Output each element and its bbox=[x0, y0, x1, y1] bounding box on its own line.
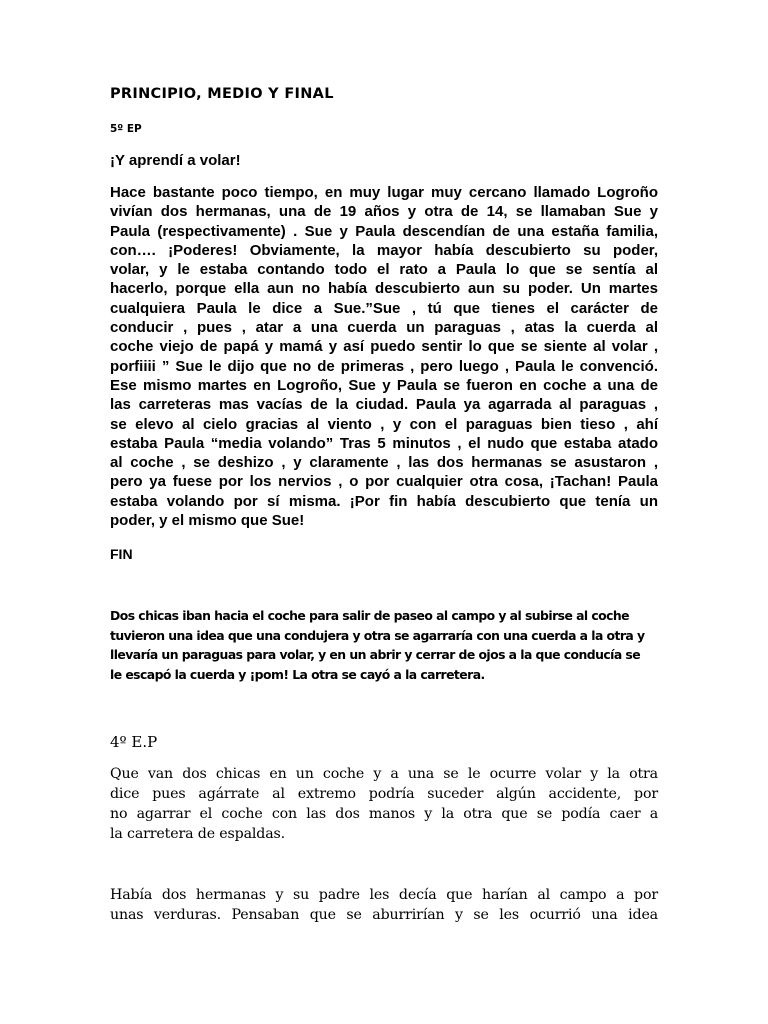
story-line: con…. ¡Poderes! Obviamente, la mayor había descubierto su poder, bbox=[110, 241, 658, 259]
paragraph-line: unas verduras. Pensaban que se aburrirían y se les ocurrió una idea bbox=[110, 907, 658, 923]
story-line: porfiiii ” Sue le dijo que no de primeras , pero luego , Paula le convenció. bbox=[110, 357, 658, 375]
paragraph-line: Que van dos chicas en un coche y a una se le ocurre volar y la otra bbox=[110, 766, 658, 782]
document-title: PRINCIPIO, MEDIO Y FINAL bbox=[110, 86, 334, 102]
story-line: Paula (respectivamente) . Sue y Paula descendían de una estaña familia, bbox=[110, 222, 658, 240]
story-line: se elevo al cielo gracias al viento , y con el paraguas bien tieso , ahí bbox=[110, 415, 658, 433]
paragraph-line: no agarrar el coche con las dos manos y la otra que se podía caer a bbox=[110, 806, 658, 822]
paragraph-line: dice pues agárrate al extremo podría suceder algún accidente, por bbox=[110, 786, 658, 802]
story-line: pero ya fuese por los nervios , o por cualquier otra cosa, ¡Tachan! Paula bbox=[110, 473, 658, 491]
story-line: conducir , pues , atar a una cuerda un paraguas , atas la cuerda al bbox=[110, 319, 658, 337]
paragraph-4ep-1 bbox=[110, 764, 658, 844]
summary-line: Dos chicas iban hacia el coche para salir de paseo al campo y al subirse al coche bbox=[110, 608, 630, 623]
paragraph-4ep-2 bbox=[110, 885, 658, 925]
grade-label-4ep: 4º E.P bbox=[110, 733, 158, 751]
paragraph-line: Había dos hermanas y su padre les decía que harían al campo a por bbox=[110, 887, 658, 903]
story-line: coche viejo de papá y mamá y así puedo sentir lo que se siente al volar , bbox=[110, 338, 658, 356]
story-paragraph bbox=[110, 183, 658, 530]
story-line: hacerlo, porque ella aun no había descubierto aun su poder. Un martes bbox=[110, 280, 658, 298]
summary-line: llevaría un paraguas para volar, y en un abrir y cerrar de ojos a la que conducía se bbox=[110, 647, 641, 663]
grade-label-5ep: 5º EP bbox=[110, 123, 142, 135]
story-line: cualquiera Paula le dice a Sue.”Sue , tú que tienes el carácter de bbox=[110, 299, 658, 317]
summary-line: le escapó la cuerda y ¡pom! La otra se cayó a la carretera. bbox=[110, 666, 485, 682]
story-line: poder, y el mismo que Sue! bbox=[110, 512, 305, 530]
paragraph-line: la carretera de espaldas. bbox=[110, 826, 286, 842]
story-line: estaba Paula “media volando” Tras 5 minutos , el nudo que estaba atado bbox=[110, 434, 658, 452]
story-line: vivían dos hermanas, una de 19 años y otra de 14, se llamaban Sue y bbox=[110, 203, 658, 221]
story-line: Ese mismo martes en Logroño, Sue y Paula se fueron en coche a una de bbox=[110, 376, 658, 394]
story-line: estaba volando por sí misma. ¡Por fin había descubierto que tenía un bbox=[110, 492, 658, 510]
summary-line: tuvieron una idea que una condujera y otra se agarraría con una cuerda a la otra y bbox=[110, 627, 645, 643]
story-line: Hace bastante poco tiempo, en muy lugar muy cercano llamado Logroño bbox=[110, 184, 658, 201]
story-title: ¡Y aprendí a volar! bbox=[110, 152, 241, 169]
story-line: volar, y le estaba contando todo el rato a Paula lo que se sentía al bbox=[110, 261, 658, 279]
summary-paragraph bbox=[110, 606, 658, 684]
story-line: al coche , se deshizo , y claramente , las dos hermanas se asustaron , bbox=[110, 454, 658, 472]
story-line: las carreteras mas vacías de la ciudad. Paula ya agarrada al paraguas , bbox=[110, 396, 658, 414]
story-end-label: FIN bbox=[110, 546, 133, 562]
